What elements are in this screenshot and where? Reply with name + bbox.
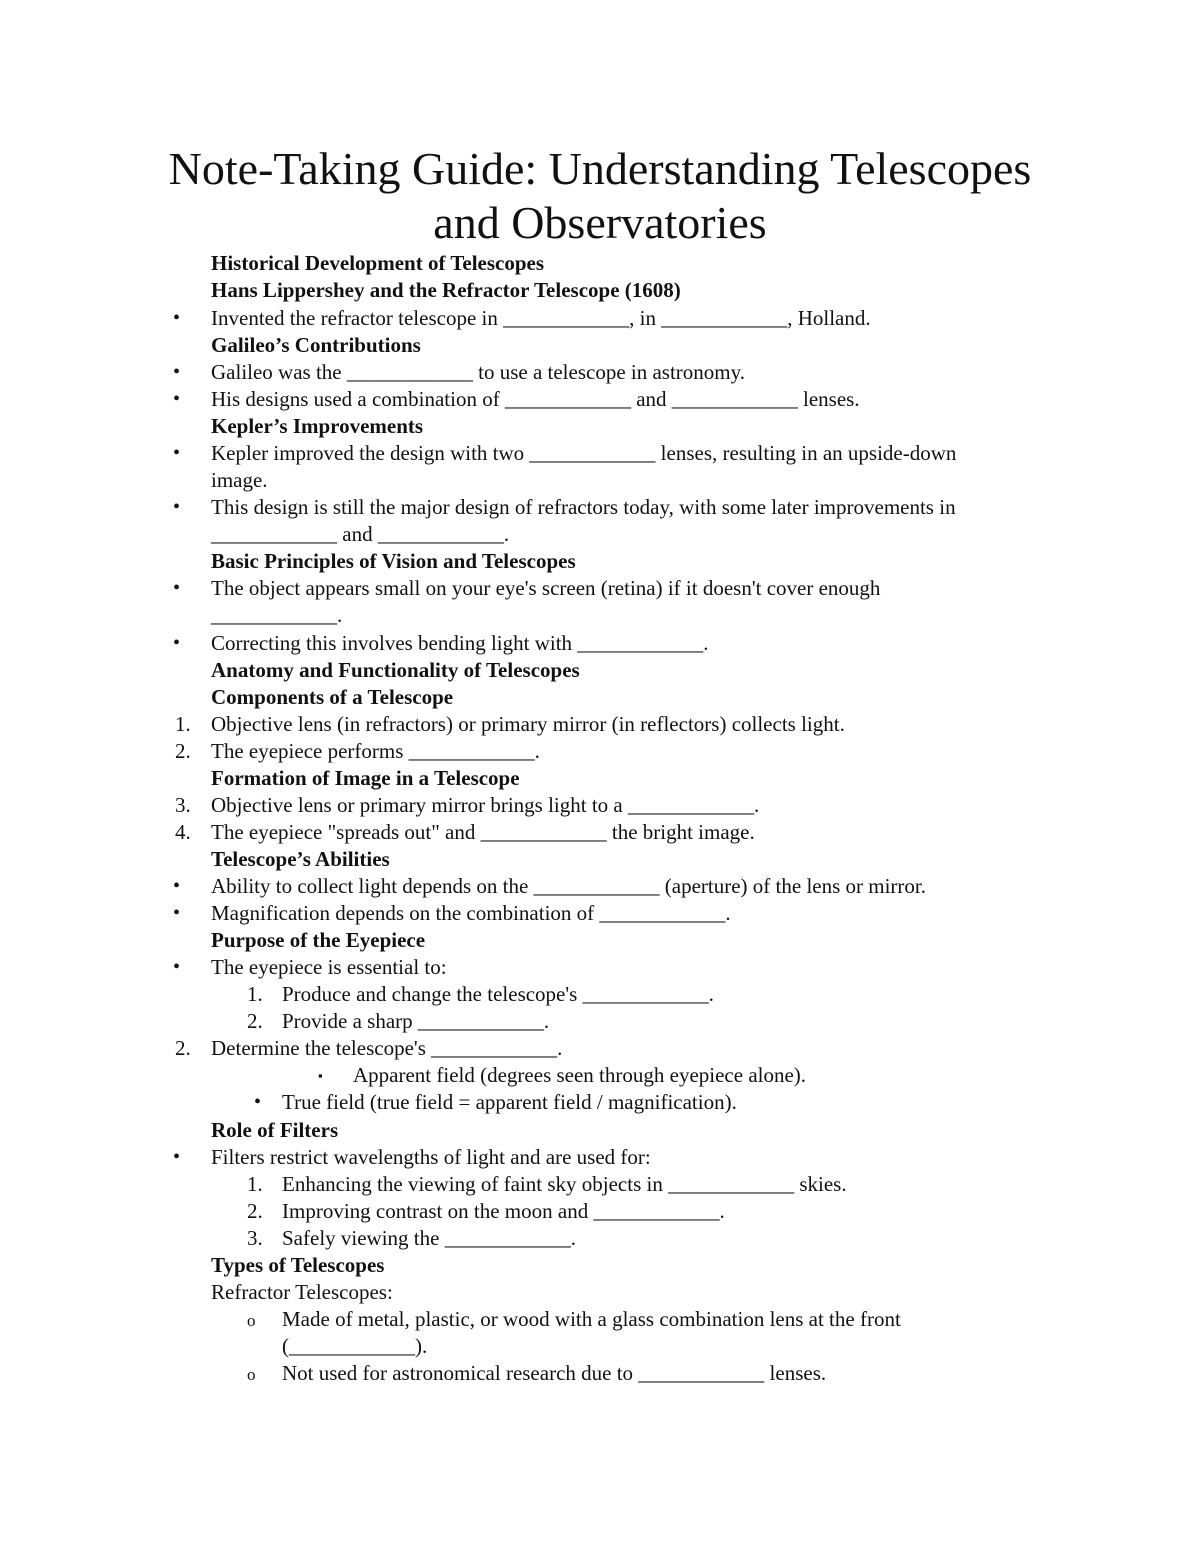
list-item: Invented the refractor telescope in ____________, in ____________, Holland. [211,306,871,330]
list-item: The eyepiece is essential to: [211,955,447,979]
subsection-heading: Telescope’s Abilities [211,847,390,871]
list-item: The eyepiece "spreads out" and ____________ the bright image. [211,820,755,844]
nested-list-item: Safely viewing the ____________. [282,1226,576,1250]
number-marker: 1. [175,712,191,736]
list-item: Ability to collect light depends on the ____________ (aperture) of the lens or mirror. [211,874,927,898]
title-line-1: Note-Taking Guide: Understanding Telescopes [168,143,1032,194]
nested-list-item: Enhancing the viewing of faint sky objects in ____________ skies. [282,1172,847,1196]
bullet-marker: • [173,496,181,518]
list-item: Correcting this involves bending light with ____________. [211,631,709,655]
list-item: Magnification depends on the combination of ____________. [211,901,731,925]
number-marker: 2. [247,1199,263,1223]
bullet-marker: • [173,442,181,464]
bullet-marker: • [173,388,181,410]
number-marker: 2. [175,739,191,763]
nested-list-item-continuation: (____________). [282,1334,428,1358]
number-marker: 4. [175,820,191,844]
subsection-heading: Galileo’s Contributions [211,333,421,357]
bullet-marker: • [173,307,181,329]
nested-list-item: Apparent field (degrees seen through eyepiece alone). [353,1063,807,1087]
subsection-heading: Hans Lippershey and the Refractor Telescope (1608) [211,278,681,302]
list-item: Galileo was the ____________ to use a telescope in astronomy. [211,360,746,384]
bullet-marker: • [173,632,181,654]
list-item: Filters restrict wavelengths of light and are used for: [211,1145,651,1169]
bullet-marker: • [173,1146,181,1168]
bullet-marker: • [173,902,181,924]
list-item-continuation: ____________. [211,603,343,627]
list-item-continuation: ____________ and ____________. [211,522,510,546]
nested-list-item: Provide a sharp ____________. [282,1009,550,1033]
section-heading: Anatomy and Functionality of Telescopes [211,658,580,682]
bullet-marker: • [173,956,181,978]
bullet-marker: • [254,1091,262,1113]
list-item: Determine the telescope's ____________. [211,1036,563,1060]
list-item: The eyepiece performs ____________. [211,739,540,763]
square-bullet-marker: ▪ [318,1068,323,1083]
list-item: This design is still the major design of refractors today, with some later improvements in [211,495,956,519]
list-item: His designs used a combination of ____________ and ____________ lenses. [211,387,860,411]
paragraph-label: Refractor Telescopes: [211,1280,393,1304]
list-item: Objective lens or primary mirror brings light to a ____________. [211,793,760,817]
number-marker: 1. [247,982,263,1006]
bullet-marker: • [173,875,181,897]
number-marker: 3. [247,1226,263,1250]
number-marker: 2. [175,1036,191,1060]
subsection-heading: Types of Telescopes [211,1253,385,1277]
section-heading: Basic Principles of Vision and Telescopes [211,549,576,573]
nested-list-item: Not used for astronomical research due to ____________ lenses. [282,1361,827,1385]
list-item-continuation: image. [211,468,268,492]
subsection-heading: Formation of Image in a Telescope [211,766,520,790]
subsection-heading: Components of a Telescope [211,685,454,709]
nested-list-item: True field (true field = apparent field / magnification). [282,1090,737,1114]
number-marker: 3. [175,793,191,817]
title-line-2: and Observatories [433,197,767,248]
subsection-heading: Kepler’s Improvements [211,414,424,438]
nested-list-item: Produce and change the telescope's ____________. [282,982,714,1006]
nested-list-item: Improving contrast on the moon and ____________. [282,1199,725,1223]
document-title [100,142,1100,250]
list-item: Objective lens (in refractors) or primary mirror (in reflectors) collects light. [211,712,845,736]
section-heading: Historical Development of Telescopes [211,251,545,275]
list-item: Kepler improved the design with two ____________ lenses, resulting in an upside-down [211,441,957,465]
circle-bullet-marker: o [247,1365,256,1384]
number-marker: 1. [247,1172,263,1196]
circle-bullet-marker: o [247,1311,256,1330]
bullet-marker: • [173,361,181,383]
list-item: The object appears small on your eye's screen (retina) if it doesn't cover enough [211,576,881,600]
number-marker: 2. [247,1009,263,1033]
nested-list-item: Made of metal, plastic, or wood with a glass combination lens at the front [282,1307,901,1331]
subsection-heading: Purpose of the Eyepiece [211,928,426,952]
subsection-heading: Role of Filters [211,1118,339,1142]
bullet-marker: • [173,577,181,599]
